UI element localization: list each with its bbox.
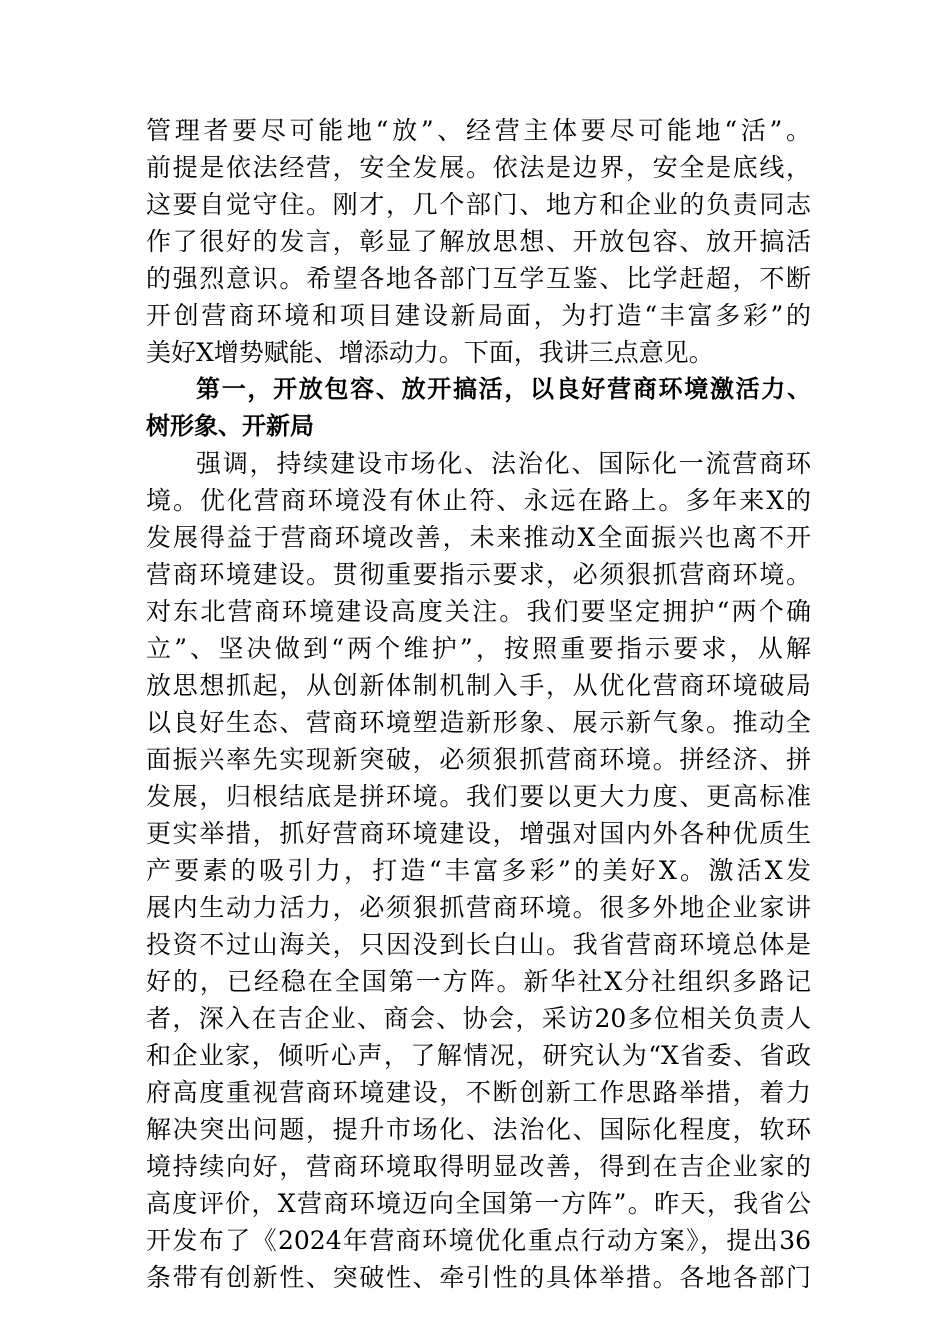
paragraph-2 [146, 445, 811, 1296]
text-line: 高度评价，X营商环境迈向全国第一方阵”。昨天，我省公 [146, 1189, 811, 1218]
text-line: 开创营商环境和项目建设新局面，为打造“丰富多彩”的 [146, 301, 811, 330]
text-line: 管理者要尽可能地“放”、经营主体要尽可能地“活”。 [146, 116, 811, 145]
document-body [146, 112, 811, 1296]
text-line: 立”、坚决做到“两个维护”，按照重要指示要求，从解 [146, 634, 811, 663]
text-line: 强调，持续建设市场化、法治化、国际化一流营商环 [196, 449, 811, 478]
text-line: 展内生动力活力，必须狠抓营商环境。很多外地企业家讲 [146, 893, 811, 922]
text-line: 投资不过山海关，只因没到长白山。我省营商环境总体是 [146, 930, 811, 959]
text-line: 者，深入在吉企业、商会、协会，采访20多位相关负责人 [146, 1004, 811, 1033]
text-line: 府高度重视营商环境建设，不断创新工作思路举措，着力 [146, 1078, 811, 1107]
text-line: 对东北营商环境建设高度关注。我们要坚定拥护“两个确 [146, 597, 811, 626]
section-heading-1 [146, 371, 811, 445]
text-line: 这要自觉守住。刚才，几个部门、地方和企业的负责同志 [146, 190, 811, 219]
heading-line: 第一，开放包容、放开搞活，以良好营商环境激活力、 [196, 375, 811, 403]
text-line: 开发布了《2024年营商环境优化重点行动方案》，提出36 [146, 1226, 811, 1255]
heading-line: 树形象、开新局 [146, 412, 314, 440]
text-line: 条带有创新性、突破性、牵引性的具体举措。各地各部门 [146, 1263, 811, 1292]
text-line: 放思想抓起，从创新体制机制入手，从优化营商环境破局 [146, 671, 811, 700]
text-line: 好的，已经稳在全国第一方阵。新华社X分社组织多路记 [146, 967, 811, 996]
text-line: 境持续向好，营商环境取得明显改善，得到在吉企业家的 [146, 1152, 811, 1181]
text-line: 美好X增势赋能、增添动力。下面，我讲三点意见。 [146, 338, 714, 367]
text-line: 作了很好的发言，彰显了解放思想、开放包容、放开搞活 [146, 227, 811, 256]
paragraph-1 [146, 112, 811, 371]
text-line: 前提是依法经营，安全发展。依法是边界，安全是底线， [146, 153, 811, 182]
text-line: 面振兴率先实现新突破，必须狠抓营商环境。拼经济、拼 [146, 745, 811, 774]
text-line: 产要素的吸引力，打造“丰富多彩”的美好X。激活X发 [146, 856, 811, 885]
text-line: 发展得益于营商环境改善，未来推动X全面振兴也离不开 [146, 523, 811, 552]
text-line: 和企业家，倾听心声，了解情况，研究认为“X省委、省政 [146, 1041, 811, 1070]
text-line: 营商环境建设。贯彻重要指示要求，必须狠抓营商环境。 [146, 560, 811, 589]
text-line: 更实举措，抓好营商环境建设，增强对国内外各种优质生 [146, 819, 811, 848]
text-line: 的强烈意识。希望各地各部门互学互鉴、比学赶超，不断 [146, 264, 811, 293]
text-line: 境。优化营商环境没有休止符、永远在路上。多年来X的 [146, 486, 811, 515]
text-line: 解决突出问题，提升市场化、法治化、国际化程度，软环 [146, 1115, 811, 1144]
text-line: 发展，归根结底是拼环境。我们要以更大力度、更高标准 [146, 782, 811, 811]
text-line: 以良好生态、营商环境塑造新形象、展示新气象。推动全 [146, 708, 811, 737]
